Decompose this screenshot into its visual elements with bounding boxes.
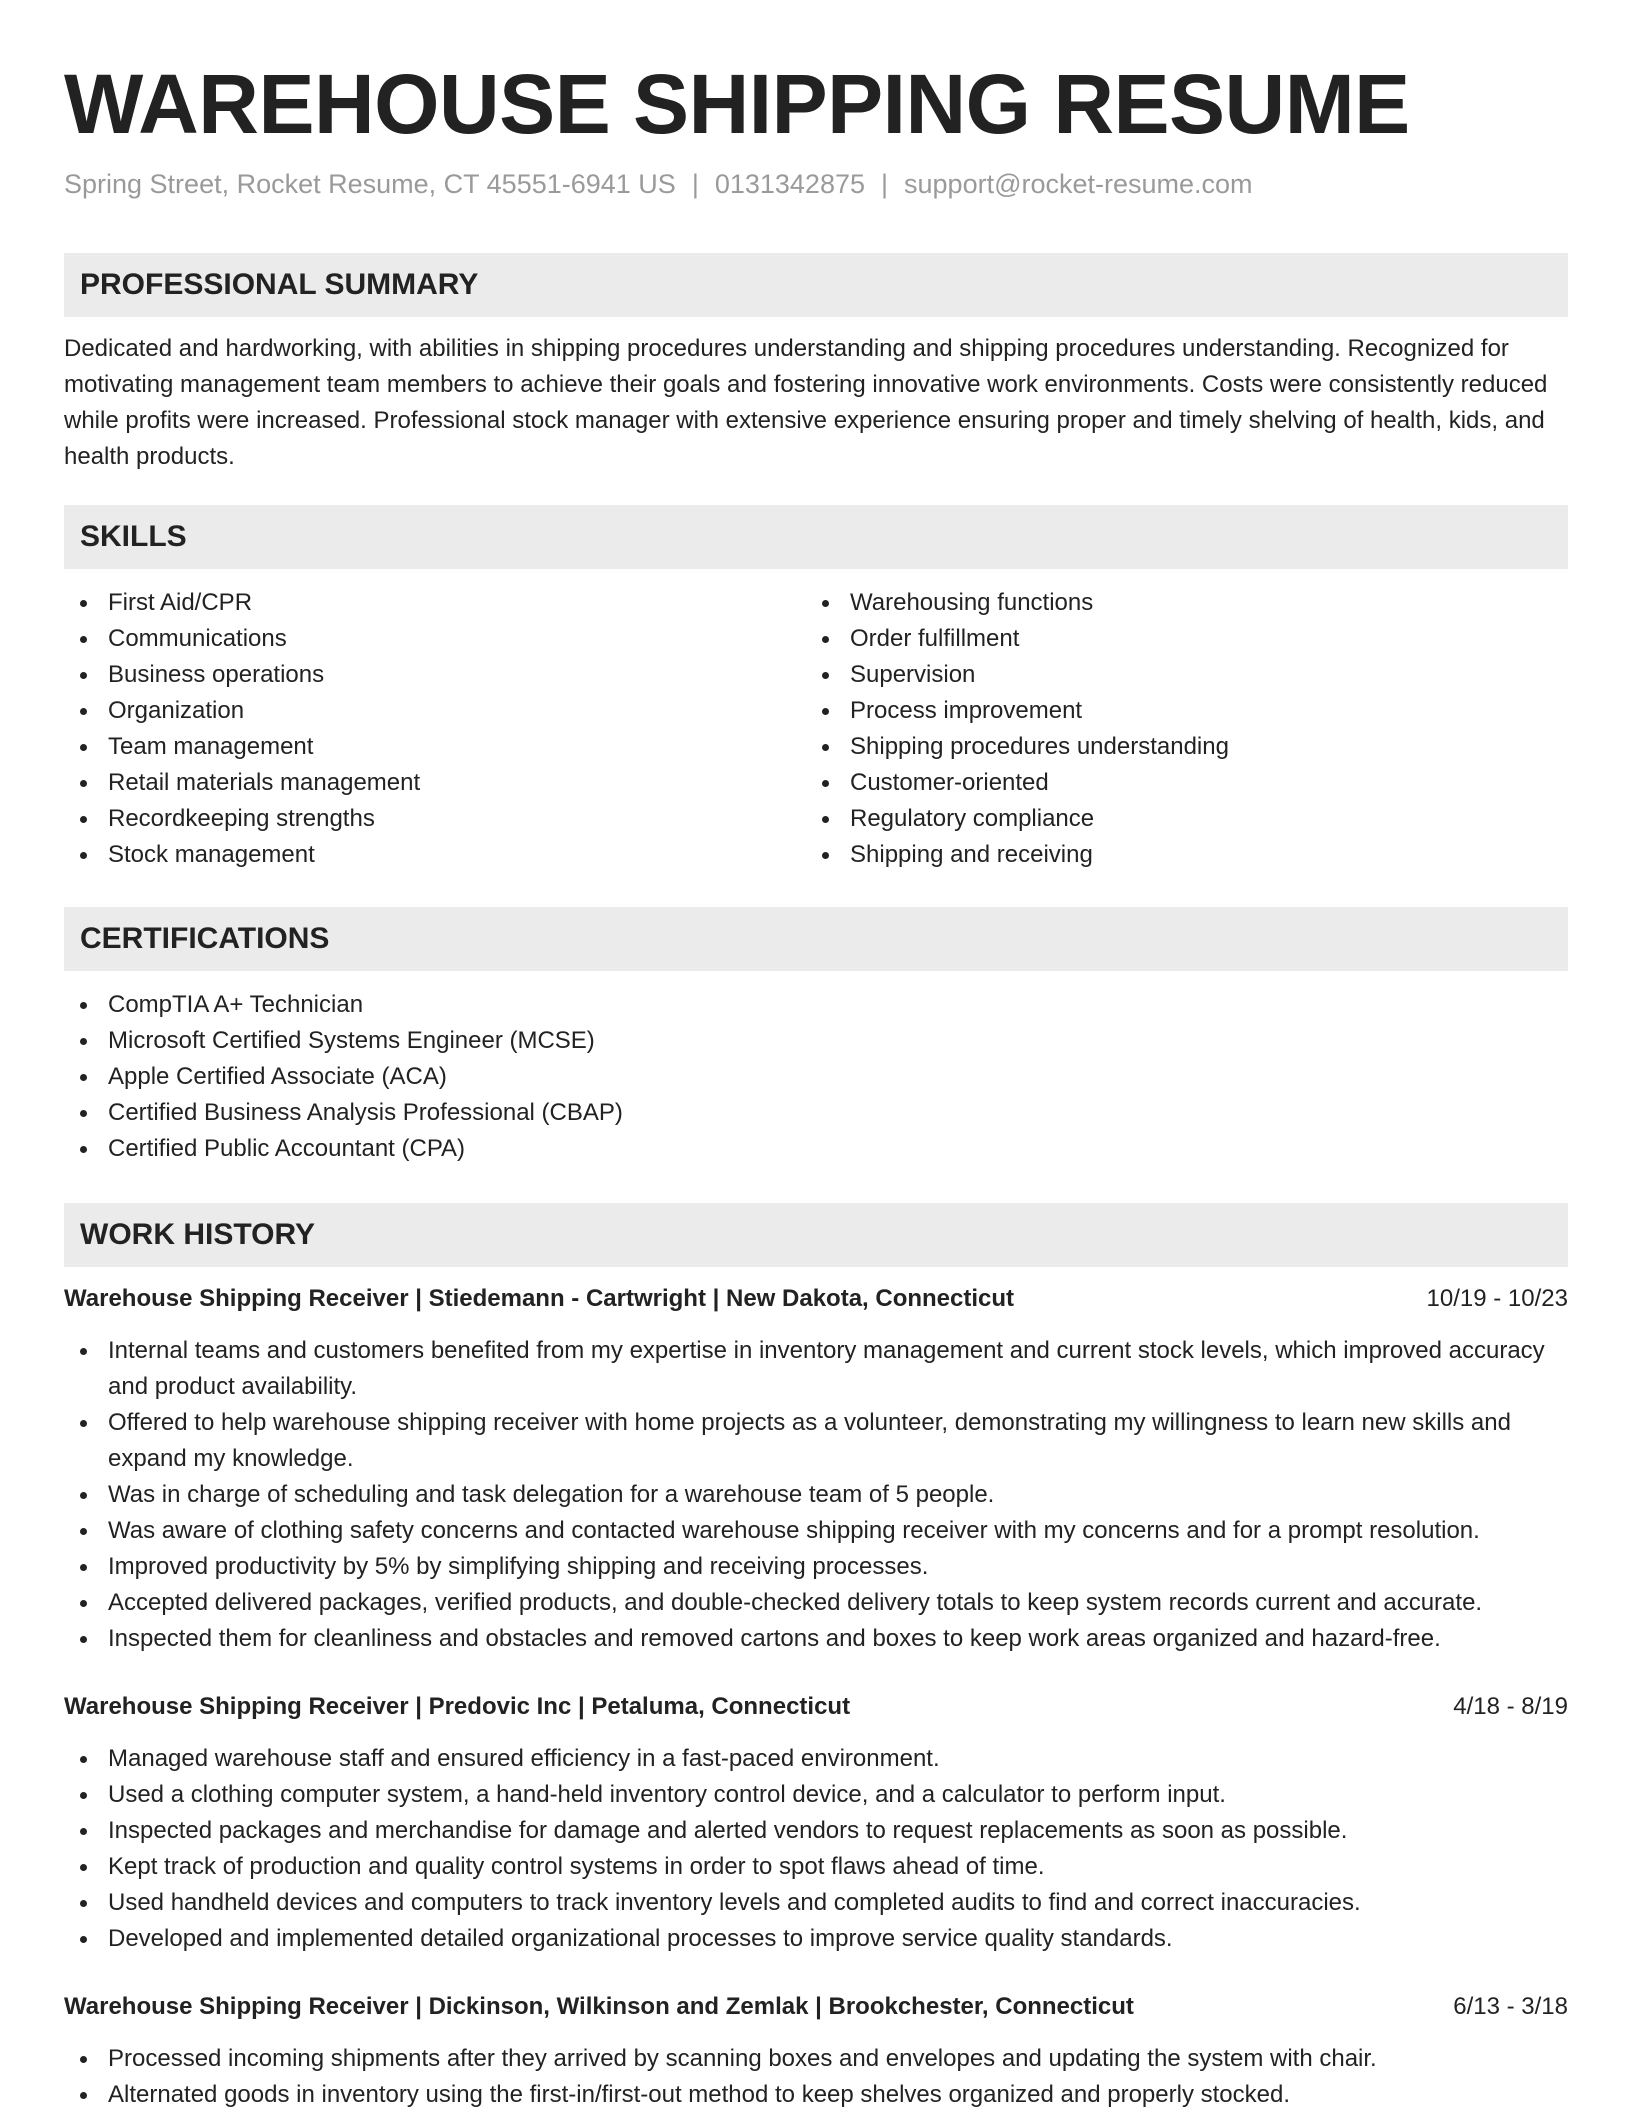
list-item: Supervision (806, 657, 1548, 693)
list-item: Internal teams and customers benefited from my expertise in inventory management and current stock levels, which improved accuracy and product availability. (64, 1333, 1568, 1405)
job-title: Warehouse Shipping Receiver | Dickinson, Wilkinson and Zemlak | Brookchester, Connecticut (64, 1993, 1134, 2020)
list-item: Developed and implemented detailed organizational processes to improve service quality standards. (64, 1921, 1568, 1957)
contact-phone: 0131342875 (714, 169, 865, 199)
list-item: Used handheld devices and computers to track inventory levels and completed audits to find and correct inaccuracies. (64, 1885, 1568, 1921)
list-item: Warehousing functions (806, 585, 1548, 621)
job-header (64, 1281, 1568, 1317)
list-item: Inspected packages and merchandise for damage and alerted vendors to request replacements as soon as possible. (64, 1813, 1568, 1849)
job-dates: 6/13 - 3/18 (1453, 1993, 1568, 2020)
list-item: Accepted delivered packages, verified products, and double-checked delivery totals to keep system records current and accurate. (64, 1585, 1568, 1621)
list-item: Apple Certified Associate (ACA) (64, 1059, 1568, 1095)
list-item: Recordkeeping strengths (64, 801, 806, 837)
list-item: Managed warehouse staff and ensured efficiency in a fast-paced environment. (64, 1741, 1568, 1777)
certifications-list (64, 987, 1568, 1167)
list-item: Process improvement (806, 693, 1548, 729)
list-item: Microsoft Certified Systems Engineer (MCSE) (64, 1023, 1568, 1059)
job-entry (64, 1281, 1568, 1657)
list-item: Processed incoming shipments after they arrived by scanning boxes and envelopes and updating the system with chair. (64, 2041, 1568, 2077)
list-item: Regulatory compliance (806, 801, 1548, 837)
summary-text: Dedicated and hardworking, with abilities in shipping procedures understanding and shipping procedures understanding. Recognized for motivating management team members to achieve their goals and fostering innovative work environments. Costs were consistently reduced while profits were increased. Professional stock manager with extensive experience ensuring proper and timely shelving of health, kids, and health products. (64, 335, 1548, 470)
list-item: Offered to help warehouse shipping receiver with home projects as a volunteer, demonstrating my willingness to learn new skills and expand my knowledge. (64, 1405, 1568, 1477)
list-item: Shipping and receiving (806, 837, 1548, 873)
list-item: Retail materials management (64, 765, 806, 801)
list-item: Certified Business Analysis Professional (CBAP) (64, 1095, 1568, 1131)
list-item: Was aware of clothing safety concerns and contacted warehouse shipping receiver with my concerns and for a prompt resolution. (64, 1513, 1568, 1549)
job-title: Warehouse Shipping Receiver | Stiedemann - Cartwright | New Dakota, Connecticut (64, 1285, 1015, 1312)
summary-heading: PROFESSIONAL SUMMARY (64, 253, 1568, 317)
job-bullets (64, 2041, 1568, 2113)
job-entry (64, 1689, 1568, 1957)
job-title: Warehouse Shipping Receiver | Predovic Inc | Petaluma, Connecticut (64, 1693, 851, 1720)
resume-page (64, 0, 1568, 2113)
job-entry (64, 1989, 1568, 2113)
list-item: Business operations (64, 657, 806, 693)
contact-separator: | (881, 169, 889, 199)
work-history-heading: WORK HISTORY (64, 1203, 1568, 1267)
list-item: Stock management (64, 837, 806, 873)
job-bullets (64, 1333, 1568, 1657)
list-item: Alternated goods in inventory using the first-in/first-out method to keep shelves organized and properly stocked. (64, 2077, 1568, 2113)
list-item: Customer-oriented (806, 765, 1548, 801)
certifications-heading: CERTIFICATIONS (64, 907, 1568, 971)
skills-list-left (64, 585, 806, 873)
list-item: Was in charge of scheduling and task delegation for a warehouse team of 5 people. (64, 1477, 1568, 1513)
list-item: Organization (64, 693, 806, 729)
contact-email[interactable]: support@rocket-resume.com (904, 169, 1253, 199)
list-item: Communications (64, 621, 806, 657)
list-item: Certified Public Accountant (CPA) (64, 1131, 1568, 1167)
list-item: Shipping procedures understanding (806, 729, 1548, 765)
skills-heading: SKILLS (64, 505, 1568, 569)
resume-title: WAREHOUSE SHIPPING RESUME (64, 57, 1410, 151)
list-item: Order fulfillment (806, 621, 1548, 657)
list-item: Team management (64, 729, 806, 765)
list-item: Improved productivity by 5% by simplifying shipping and receiving processes. (64, 1549, 1568, 1585)
job-dates: 10/19 - 10/23 (1426, 1285, 1568, 1312)
list-item: First Aid/CPR (64, 585, 806, 621)
job-header (64, 1989, 1568, 2025)
list-item: CompTIA A+ Technician (64, 987, 1568, 1023)
job-header (64, 1689, 1568, 1725)
list-item: Inspected them for cleanliness and obstacles and removed cartons and boxes to keep work areas organized and hazard-free. (64, 1621, 1568, 1657)
list-item: Used a clothing computer system, a hand-held inventory control device, and a calculator to perform input. (64, 1777, 1568, 1813)
contact-address: Spring Street, Rocket Resume, CT 45551-6941 US (64, 169, 676, 199)
contact-line (64, 166, 1568, 202)
skills-list-right (806, 585, 1548, 873)
job-bullets (64, 1741, 1568, 1957)
contact-separator: | (691, 169, 699, 199)
skills-grid (64, 585, 1568, 873)
job-dates: 4/18 - 8/19 (1453, 1693, 1568, 1720)
list-item: Kept track of production and quality control systems in order to spot flaws ahead of time. (64, 1849, 1568, 1885)
